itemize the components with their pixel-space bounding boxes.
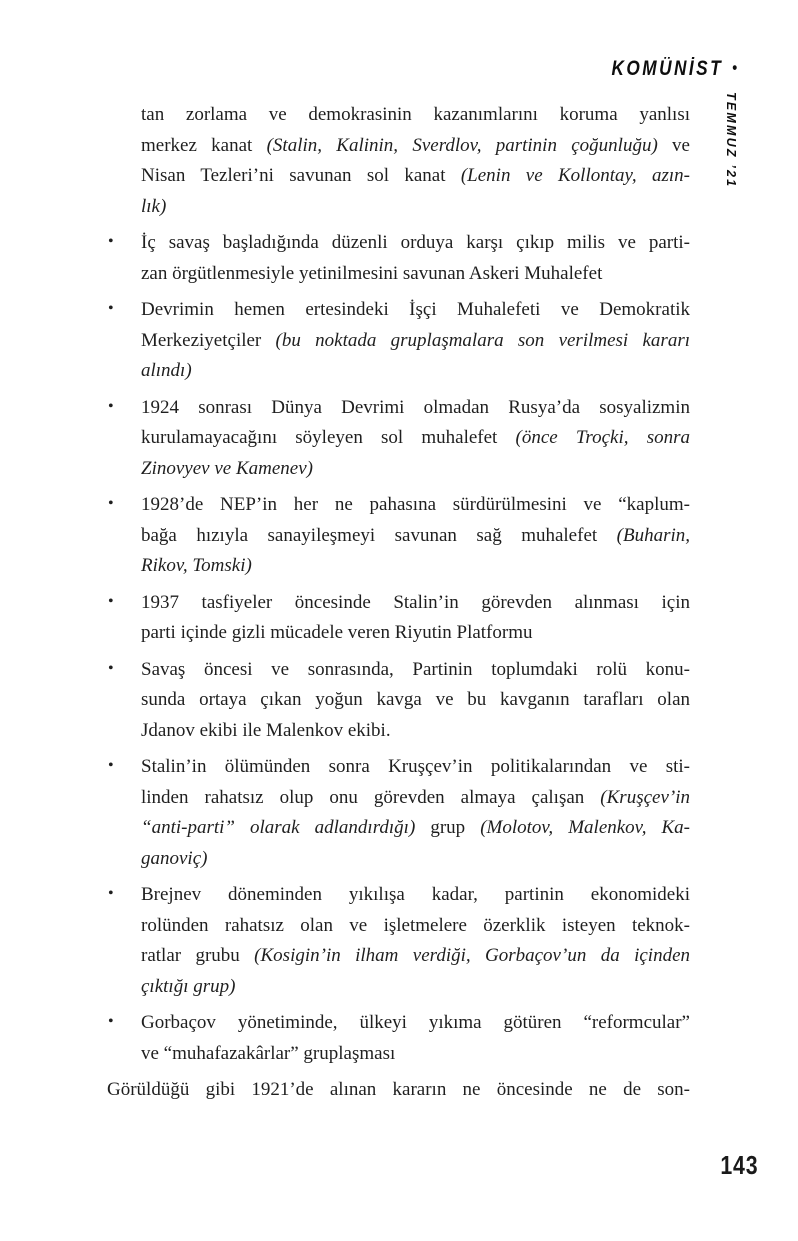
- bullet-item: [107, 752, 690, 874]
- text-line: [141, 588, 690, 619]
- text-line: [141, 192, 690, 223]
- text-line: [141, 783, 690, 814]
- text-line: [141, 941, 690, 972]
- paragraph: [107, 100, 690, 222]
- text-run-italic: Rikov, Tomski): [141, 555, 252, 576]
- text-line: [141, 100, 690, 131]
- text-line: [141, 1008, 690, 1039]
- text-line: [141, 454, 690, 485]
- masthead-bullet-icon: •: [732, 58, 737, 77]
- bullet-item: [107, 228, 690, 289]
- text-line: [141, 295, 690, 326]
- text-line: [141, 618, 690, 649]
- text-run: linden rahatsız olup onu görevden almaya çalışan: [141, 786, 601, 808]
- text-line: [141, 716, 690, 747]
- text-line: [141, 972, 690, 1003]
- text-run-italic: Zinovyev ve Kamenev): [141, 457, 313, 479]
- text-run-italic: (Lenin ve Kollontay, azın-: [460, 165, 690, 186]
- text-run: 1928’de NEP’in her ne pahasına sürdürülmesini ve “kaplum-: [141, 494, 690, 515]
- text-run-italic: (Kruşçev’in: [600, 786, 690, 808]
- text-line: [107, 1075, 690, 1106]
- text-run-italic: lık): [141, 195, 167, 217]
- text-run: bağa hızıyla sanayileşmeyi savunan sağ muhalefet: [141, 524, 617, 546]
- text-run-italic: (bu noktada gruplaşmalara son verilmesi kararı: [275, 329, 690, 351]
- bullet-item: [107, 1008, 690, 1069]
- bullet-item: [107, 655, 690, 747]
- text-run-italic: ganoviç): [141, 847, 208, 869]
- text-line: [141, 490, 690, 521]
- text-run-italic: (Molotov, Malenkov, Ka-: [480, 817, 690, 838]
- text-run: grup: [415, 817, 481, 838]
- text-line: [141, 1039, 690, 1070]
- text-line: [141, 161, 690, 192]
- text-run: Görüldüğü gibi 1921’de alınan kararın ne öncesinde ne de son-: [107, 1079, 690, 1100]
- bullet-item: [107, 490, 690, 582]
- text-run: merkez kanat: [141, 134, 267, 156]
- text-run-italic: (önce Troçki, sonra: [515, 427, 690, 448]
- text-run-italic: (Kosigin’in ilham verdiği, Gorbaçov’un da içinden: [254, 945, 691, 966]
- text-run: İç savaş başladığında düzenli orduya karşı çıkıp milis ve parti-: [141, 232, 690, 253]
- text-run: rolünden rahatsız olan ve işletmelere özerklik isteyen teknok-: [141, 914, 690, 936]
- text-run: 1937 tasfiyeler öncesinde Stalin’in görevden alınması için: [141, 591, 690, 613]
- text-run: Merkeziyetçiler: [141, 329, 276, 351]
- text-run: 1924 sonrası Dünya Devrimi olmadan Rusya’da sosyalizmin: [141, 396, 690, 418]
- issue-date-vertical: TEMMUZ ’21: [724, 92, 738, 189]
- bullet-marker: •: [108, 495, 114, 512]
- text-run-italic: çıktığı grup): [141, 975, 236, 997]
- text-run: zan örgütlenmesiyle yetinilmesini savunan Askeri Muhalefet: [141, 262, 603, 284]
- bullet-marker: •: [108, 592, 114, 610]
- text-run: sunda ortaya çıkan yoğun kavga ve bu kavganın tarafları olan: [141, 689, 690, 710]
- text-line: [141, 655, 690, 686]
- text-line: [141, 356, 690, 387]
- text-run: Devrimin hemen ertesindeki İşçi Muhalefeti ve Demokratik: [141, 299, 690, 320]
- text-run-italic: (Stalin, Kalinin, Sverdlov, partinin çoğunluğu): [266, 134, 658, 156]
- text-line: [141, 131, 690, 162]
- text-run-italic: “anti-parti” olarak adlandırdığı): [141, 817, 416, 838]
- text-line: [141, 813, 690, 844]
- text-line: [141, 551, 690, 582]
- bullet-marker: •: [108, 885, 114, 902]
- bullet-item: [107, 393, 690, 485]
- text-run: tan zorlama ve demokrasinin kazanımlarını koruma yanlısı: [141, 104, 690, 125]
- journal-title: KOMÜNİST: [611, 57, 724, 80]
- page-number: 143: [719, 1150, 758, 1180]
- bullet-item: [107, 880, 690, 1002]
- text-run-italic: (Buharin,: [616, 524, 690, 546]
- text-run: Brejnev döneminden yıkılışa kadar, partinin ekonomideki: [141, 884, 690, 905]
- text-run: Savaş öncesi ve sonrasında, Partinin toplumdaki rolü konu-: [141, 658, 690, 680]
- bullet-item: [107, 588, 690, 649]
- text-run-italic: alındı): [141, 360, 192, 381]
- bullet-marker: •: [108, 397, 114, 415]
- text-line: [141, 752, 690, 783]
- text-run: Stalin’in ölümünden sonra Kruşçev’in politikalarından ve sti-: [141, 756, 690, 777]
- text-line: [141, 911, 690, 942]
- text-run: ve: [657, 134, 690, 156]
- text-run: Gorbaçov yönetiminde, ülkeyi yıkıma götüren “reformcular”: [141, 1012, 690, 1033]
- text-line: [141, 844, 690, 875]
- text-line: [141, 521, 690, 552]
- text-line: [141, 393, 690, 424]
- bullet-marker: •: [108, 233, 114, 250]
- page-body: [107, 100, 690, 1112]
- text-line: [141, 423, 690, 454]
- text-run: Nisan Tezleri’ni savunan sol kanat: [141, 165, 461, 186]
- text-run: kurulamayacağını söyleyen sol muhalefet: [141, 427, 516, 448]
- masthead: [612, 57, 737, 81]
- text-line: [141, 880, 690, 911]
- text-line: [141, 228, 690, 259]
- bullet-marker: •: [108, 757, 114, 774]
- paragraph: [107, 1075, 690, 1106]
- text-run: ve “muhafazakârlar” gruplaşması: [141, 1042, 396, 1064]
- text-run: ratlar grubu: [141, 945, 255, 966]
- bullet-marker: •: [108, 300, 114, 317]
- text-run: parti içinde gizli mücadele veren Riyutin Platformu: [141, 622, 533, 643]
- text-line: [141, 326, 690, 357]
- text-line: [141, 685, 690, 716]
- bullet-marker: •: [108, 1013, 114, 1030]
- bullet-marker: •: [108, 659, 114, 677]
- text-run: Jdanov ekibi ile Malenkov ekibi.: [141, 719, 391, 741]
- text-line: [141, 259, 690, 290]
- bullet-item: [107, 295, 690, 387]
